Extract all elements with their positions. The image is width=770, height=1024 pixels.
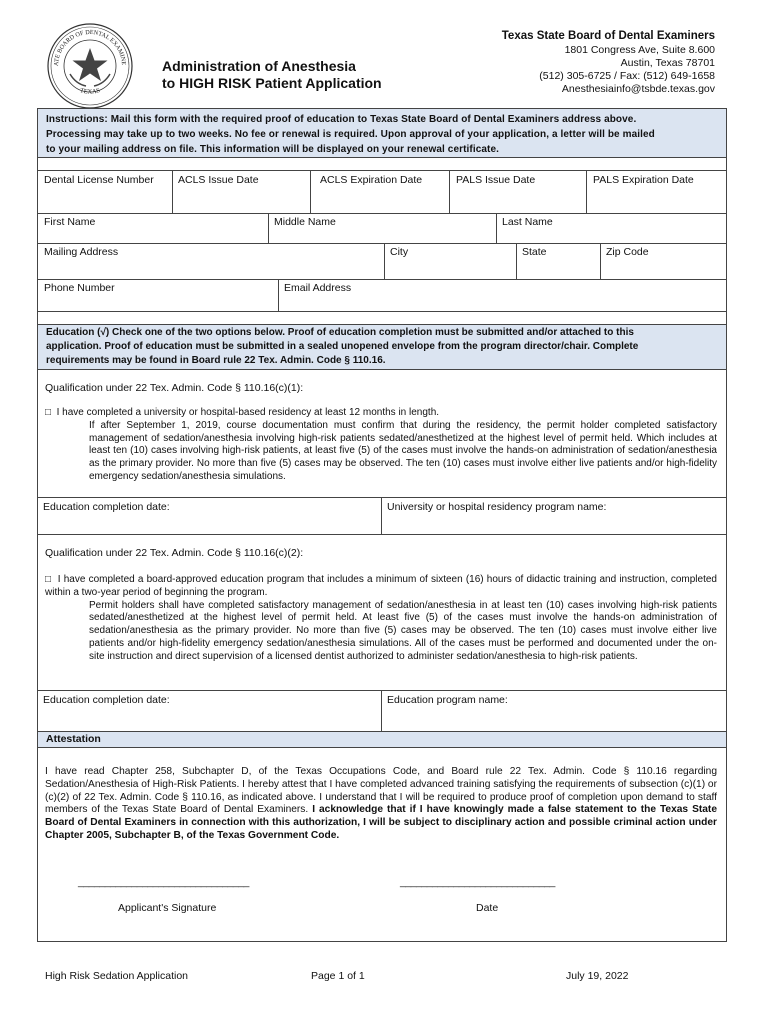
signature-line[interactable]: ________________________________ [78, 876, 249, 888]
education-line-3: requirements may be found in Board rule 22 Tex. Admin. Code § 110.16. [46, 355, 386, 366]
education-header [37, 324, 727, 370]
education-line-2: application. Proof of education must be submitted in a sealed unopened envelope from the program director/chair. Complete [46, 341, 639, 352]
applicant-signature-label: Applicant's Signature [118, 902, 217, 914]
c1-education-completion-date-field[interactable]: Education completion date: [43, 501, 170, 513]
c2-education-program-name-field[interactable]: Education program name: [387, 694, 508, 706]
qualification-c1-heading: Qualification under 22 Tex. Admin. Code § 110.16(c)(1): [45, 382, 304, 394]
seal-icon [46, 22, 134, 110]
attestation-acknowledgement: I acknowledge that if I have knowingly made a false statement to the Texas State Board of Dental Examiners in connection with this authorization, I will be subject to disciplinary action and possible criminal action under Chapter 2005, Subchapter B, of the Texas Government Code. [45, 804, 717, 841]
form-title [162, 58, 382, 92]
agency-email: Anesthesiainfo@tsbde.texas.gov [561, 83, 715, 95]
title-line-2: to HIGH RISK Patient Application [162, 75, 382, 91]
acls-expiration-date-field[interactable]: ACLS Expiration Date [320, 174, 423, 186]
agency-name: Texas State Board of Dental Examiners [501, 30, 715, 42]
svg-text:TEXAS [79, 87, 101, 96]
option-c1-statement: I have completed a university or hospital-based residency at least 12 months in length. [56, 407, 440, 418]
acls-issue-date-field[interactable]: ACLS Issue Date [178, 174, 259, 186]
instructions-box [37, 108, 727, 158]
option-c2-statement: I have completed a board-approved education program that includes a minimum of sixteen (16) hours of didactic training and instruction, completed within a two-year period of beginning the program. [45, 574, 717, 598]
option-c1-checkbox[interactable]: □ [45, 407, 52, 418]
footer-form-name: High Risk Sedation Application [45, 970, 189, 982]
option-c2-detail: Permit holders shall have completed satisfactory management of sedation/anesthesia in at least ten (10) cases involving high-risk patients sedated/anesthetized at the highest level of permit held. At least five (5) of the cases must involve the hands-on administration of sedation/anesthesia as the primary provider. No more than five (5) cases may be observed. The ten (10) cases must involve either live patients and/or high-fidelity emergency sedation/anesthesia simulations. All of the cases must be performed and documented under the on-site instruction and direct supervision of a licensed dentist authorized to administer sedation/anesthesia to high-risk patients. [89, 599, 717, 662]
state-field[interactable]: State [522, 246, 547, 258]
attestation-text [45, 766, 717, 843]
address-line-2: Austin, Texas 78701 [620, 57, 715, 69]
instructions-line-1: Instructions: Mail this form with the required proof of education to Texas State Board of Dental Examiners address above. [46, 114, 637, 125]
agency-address-block [502, 30, 715, 96]
education-line-1: Education (√) Check one of the two options below. Proof of education completion must be submitted and/or attached to this [46, 327, 634, 338]
c2-education-completion-date-field[interactable]: Education completion date: [43, 694, 170, 706]
date-line[interactable]: _____________________________ [400, 876, 555, 888]
first-name-field[interactable]: First Name [44, 216, 96, 228]
middle-name-field[interactable]: Middle Name [274, 216, 336, 228]
applicant-info-grid [37, 170, 727, 312]
last-name-field[interactable]: Last Name [502, 216, 553, 228]
instructions-line-2: Processing may take up to two weeks. No fee or renewal is required. Upon approval of your application, a letter will be mailed [46, 129, 655, 140]
seal-text-top: ATE BOARD OF DENTAL EXAMINE [52, 28, 128, 67]
option-c1-detail: If after September 1, 2019, course documentation must confirm that during the residency, the permit holder completed satisfactory management of sedation/anesthesia involving high-risk patients sedated/anesthetized at the highest level of permit held. Which includes at least ten (10) cases involving high-risk patients, at least five (5) of the cases must involve the hands-on administration of sedation/anesthesia as the primary provider. No more than five (5) cases may be observed. The ten (10) cases must involve either live patients and/or high-fidelity emergency sedation/anesthesia simulations. [89, 419, 717, 482]
instructions-line-3: to your mailing address on file. This information will be displayed on your renewal certificate. [46, 144, 500, 155]
footer-page-number: Page 1 of 1 [311, 970, 365, 982]
phone-number-field[interactable]: Phone Number [44, 282, 115, 294]
address-line-1: 1801 Congress Ave, Suite 8.600 [564, 44, 715, 56]
option-c1-block [45, 407, 717, 484]
c1-residency-program-name-field[interactable]: University or hospital residency program name: [387, 501, 607, 513]
zip-code-field[interactable]: Zip Code [606, 246, 649, 258]
attestation-body: I have read Chapter 258, Subchapter D, of the Texas Occupations Code, and Board rule 22 Tex. Admin. Code § 110.16 regarding Sedation/Anesthesia of High-Risk Patients. I hereby attest that I have completed advanced training satisfying the requirements of subsection (c)(1) or (c)(2) of 22 Tex. Admin. Code § 110.16, as indicated above. I understand that I will be required to produce proof of completion upon demand to staff members of the Texas State Board of Dental Examiners. [45, 766, 717, 816]
title-line-1: Administration of Anesthesia [162, 58, 356, 74]
pals-issue-date-field[interactable]: PALS Issue Date [456, 174, 536, 186]
option-c2-checkbox[interactable]: □ [45, 574, 52, 585]
pals-expiration-date-field[interactable]: PALS Expiration Date [593, 174, 694, 186]
seal-text-bottom: TEXAS [79, 87, 101, 96]
dental-license-number-field[interactable]: Dental License Number [44, 174, 154, 186]
phone-fax: (512) 305-6725 / Fax: (512) 649-1658 [539, 70, 715, 82]
city-field[interactable]: City [390, 246, 409, 258]
date-label: Date [476, 902, 499, 914]
email-address-field[interactable]: Email Address [284, 282, 352, 294]
option-c2-block [45, 574, 717, 664]
mailing-address-field[interactable]: Mailing Address [44, 246, 119, 258]
texas-seal [46, 22, 134, 110]
attestation-heading: Attestation [37, 731, 727, 748]
qualification-c2-heading: Qualification under 22 Tex. Admin. Code § 110.16(c)(2): [45, 547, 304, 559]
footer-date: July 19, 2022 [566, 970, 629, 982]
